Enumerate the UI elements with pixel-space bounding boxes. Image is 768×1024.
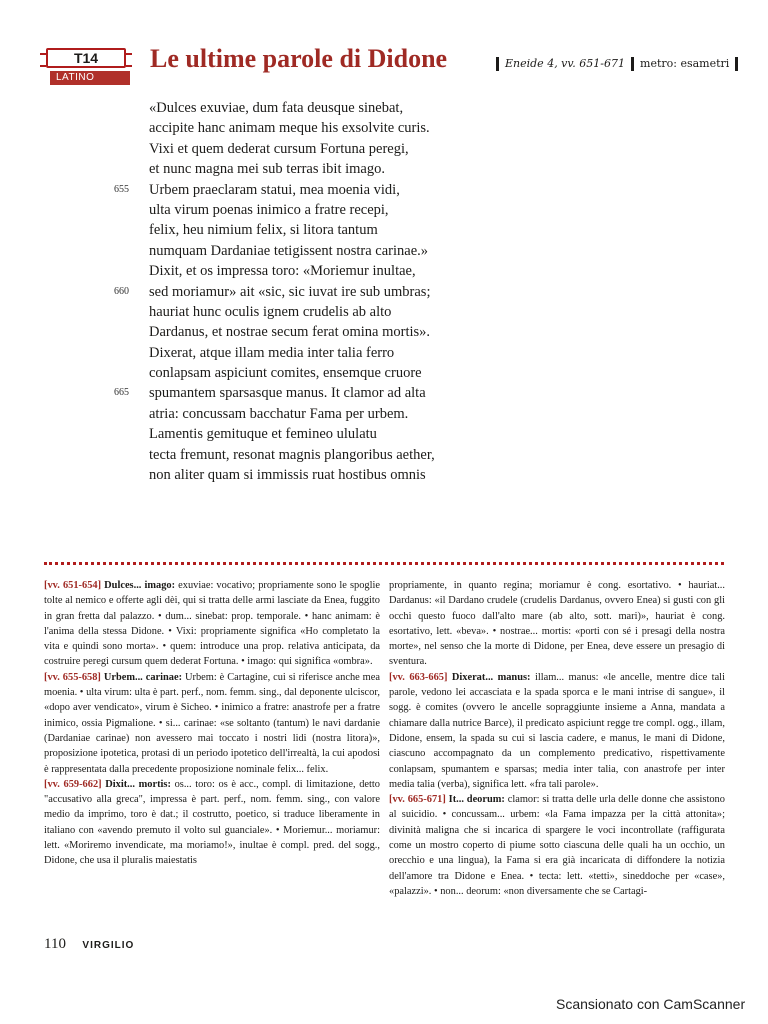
page-footer [44, 936, 134, 953]
verse-line [100, 383, 660, 403]
verse-number: 660 [114, 285, 129, 297]
verse-line [100, 343, 660, 363]
commentary-note [44, 578, 380, 670]
note-lemma: Dulces... imago: [104, 580, 176, 591]
verse-line [100, 220, 660, 240]
verse-number: 655 [114, 183, 129, 195]
notes-column-right [389, 578, 725, 899]
verse-text: conlapsam aspiciunt comites, ensemque cruore [149, 365, 422, 382]
verse-text: spumantem sparsasque manus. It clamor ad alta [149, 385, 426, 402]
verse-text: Urbem praeclaram statui, mea moenia vidi, [149, 181, 400, 198]
verse-line [100, 282, 660, 302]
note-body: propriamente, in quanto regina; moriamur è cong. esortativo. • hauriat... Dardanus: «il Dardano crudele (crudelis Dardanus, ovvero Enea) si gusti con gli occhi questo fuoco dall'alto mare (ab alto, sott. mari)», hauriat è cong. esortativo, lett. «beva». • nostrae... mortis: «porti con sé i presagi della nostra morte», nel senso che la morte di Didone, per Enea, deve essere un presagio di sventura. [389, 580, 725, 668]
verse-number: 665 [114, 387, 129, 399]
note-body: exuviae: vocativo; propriamente sono le spoglie tolte al nemico e offerte agli dèi, qui si tratta delle armi lasciate da Enea, fuggito in gran fretta dal palazzo. • dum... sinebat: prop. temporale. • hanc animam: è l'anima della stessa Didone. • Vixi: propriamente significa «Ho completato la vita e quindi sono morta». • quem: introduce una prop. relativa anticipata, da costruire peregi cursum quem dederat Fortuna. • imago: qui significa «ombra». [44, 580, 380, 668]
verse-line [100, 261, 660, 281]
verse-text: hauriat hunc oculis ignem crudelis ab alto [149, 303, 392, 320]
verse-text: tecta fremunt, resonat magnis plangoribus aether, [149, 446, 435, 463]
verse-text: sed moriamur» ait «sic, sic iuvat ire sub umbras; [149, 283, 431, 300]
commentary-note [44, 670, 380, 777]
separator-bar [496, 57, 499, 71]
verse-line [100, 159, 660, 179]
source-reference: Eneide 4, vv. 651-671 [505, 57, 626, 70]
note-verse-ref: [vv. 655-658] [44, 671, 101, 683]
verse-text: numquam Dardaniae tetigissent nostra carinae.» [149, 242, 429, 259]
verse-line [100, 424, 660, 444]
note-verse-ref: [vv. 665-671] [389, 794, 446, 806]
note-lemma: Dixerat... manus: [451, 671, 531, 683]
verse-line [100, 465, 660, 485]
commentary-note [389, 670, 725, 792]
verse-text: ulta virum poenas inimico a fratre recepi, [149, 201, 389, 218]
note-body: clamor: si tratta delle urla delle donne che assistono al suicidio. • concussam... urbem: «la Fama impazza per la città attonita»; divinità maligna che si incarica di spargere le voci incontrollate (raffigurata come un mostro coperto di piume sotto ciascuna delle quali ha un occhio, un orecchio e una lingua), la Fama si era già incaricata di diffondere la notizia dell'amore tra Didone e Enea. • tecta: lett. «tetti», sineddoche per «case», «palazzi». • non... deorum: «non diversamente che se Cartagi- [389, 794, 725, 897]
verse-text: atria: concussam bacchatur Fama per urbem. [149, 405, 409, 422]
verse-line [100, 98, 660, 118]
verse-text: Dixerat, atque illam media inter talia ferro [149, 344, 395, 361]
running-author: VIRGILIO [82, 940, 135, 951]
commentary-note [389, 792, 725, 899]
verse-line [100, 445, 660, 465]
verse-line [100, 302, 660, 322]
verse-line [100, 241, 660, 261]
verse-line [100, 404, 660, 424]
separator-bar [631, 57, 634, 71]
note-body: os... toro: os è acc., compl. di limitazione, detto "accusativo alla greca", impressa è part. perf., nom. femm. sing., con valore medio da imprimo, toro è dat.; il costrutto, poetico, si traduce liberamente in italiano con «avendo premuto il volto sul guanciale». • Moriemur... moriamur: lett. «Moriremo invendicate, ma moriamo!», inultae è compl. pred. del sogg., Didone, che usa il pluralis maiestatis [44, 778, 380, 867]
note-body: illam... manus: «le ancelle, mentre dice tali parole, vedono lei accasciata e la spada sporca e le mani intrise di sangue», il sogg. è comites (ovvero le ancelle sopraggiunte insieme a Anna, mandata a chiamare dalla nutrice Barce), il predicato aspiciunt regge tre compl. ogg., illam, Didone, ensem, la spada su cui si lascia cadere, e manus, le mani di Didone, ciascuno accompagnato da un complemento predicativo, rispettivamente conlapsam, spumantem e sparsas; media inter talia, con anastrofe per inter media talia (verba), significa lett. «fra tali parole». [389, 671, 725, 790]
meter-label: metro: esametri [640, 57, 730, 70]
commentary-note [389, 578, 725, 670]
page-title: Le ultime parole di Didone [150, 44, 448, 73]
notes-column-left [44, 578, 380, 869]
note-verse-ref: [vv. 651-654] [44, 580, 102, 591]
verse-text: Dardanus, et nostrae secum ferat omina mortis». [149, 324, 431, 341]
separator-bar [735, 57, 738, 71]
verse-line [100, 180, 660, 200]
latin-poem [100, 98, 660, 485]
verse-line [100, 322, 660, 342]
verse-line [100, 118, 660, 138]
note-lemma: Dixit... mortis: [105, 778, 171, 790]
note-verse-ref: [vv. 659-662] [44, 778, 102, 790]
note-verse-ref: [vv. 663-665] [389, 671, 448, 683]
verse-text: felix, heu nimium felix, si litora tantum [149, 222, 378, 239]
verse-text: accipite hanc animam meque his exsolvite curis. [149, 120, 430, 137]
scanner-watermark: Scansionato con CamScanner [556, 996, 746, 1012]
page-number: 110 [44, 936, 66, 952]
source-meta [490, 54, 740, 74]
note-body: Urbem: è Cartagine, cui si riferisce anche mea moenia. • ulta virum: ulta è part. perf., nom. femm. sing., dal deponente ulciscor, «dopo aver vendicato», virum è Sicheo. • inimico a fratre: anastrofe per a fratre inimico, ossia Pigmalione. • si... carinae: «se soltanto (tantum) le navi dardanie (Dardaniae carinae) non avessero mai toccato i nostri lidi (nostra litora)», proposizione ipotetica, protasi di un periodo ipotetico dell'irrealtà, la cui apodosi è rappresentata dalla precedente proposizione nominale felix... felix. [44, 671, 380, 775]
language-label: LATINO [50, 71, 130, 85]
verse-text: Lamentis gemituque et femineo ululatu [149, 426, 377, 443]
page-header [0, 0, 768, 100]
verse-line [100, 200, 660, 220]
text-number-tag: T14 [46, 48, 126, 68]
commentary-note [44, 777, 380, 869]
verse-text: Dixit, et os impressa toro: «Moriemur inultae, [149, 263, 416, 280]
verse-text: Vixi et quem dederat cursum Fortuna peregi, [149, 140, 409, 157]
verse-text: «Dulces exuviae, dum fata deusque sinebat, [149, 100, 404, 116]
section-divider [44, 562, 724, 565]
verse-line [100, 139, 660, 159]
verse-text: non aliter quam si immissis ruat hostibus omnis [149, 467, 426, 484]
verse-line [100, 363, 660, 383]
note-lemma: It... deorum: [448, 794, 505, 806]
note-lemma: Urbem... carinae: [103, 671, 183, 683]
verse-text: et nunc magna mei sub terras ibit imago. [149, 161, 385, 178]
